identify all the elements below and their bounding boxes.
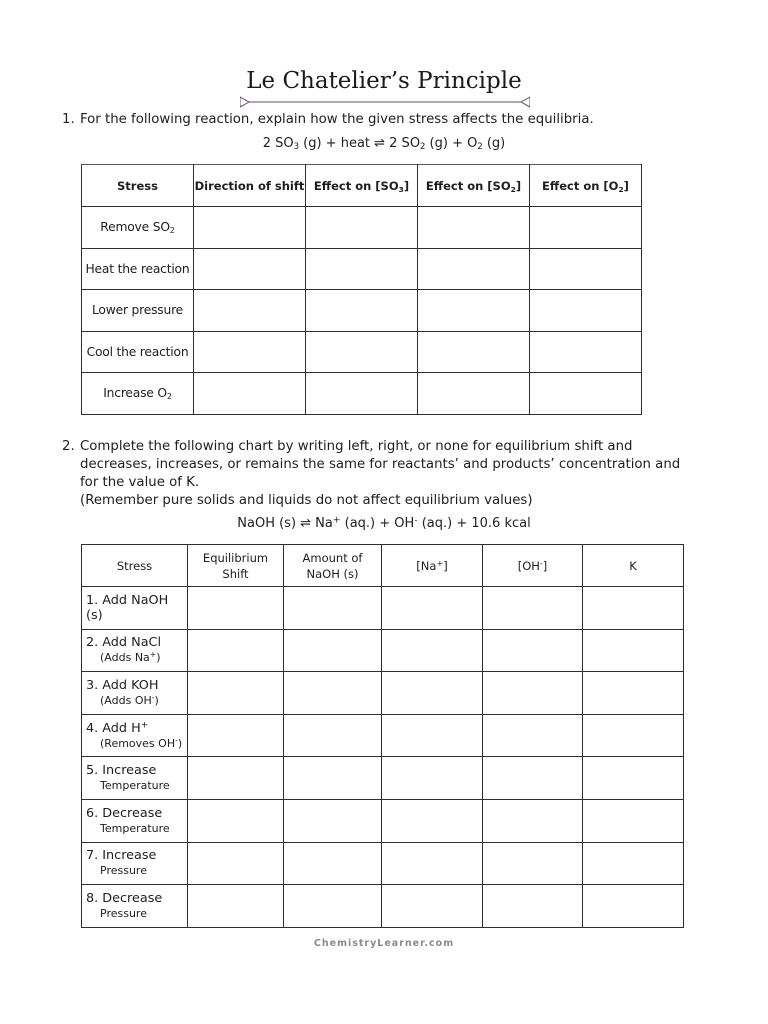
question-1-text: For the following reaction, explain how the given stress affects the equilibria. — [80, 112, 594, 127]
answer-cell[interactable] — [530, 248, 642, 290]
header-oh-concentration: [OH-] — [483, 545, 583, 587]
table-row — [82, 248, 642, 290]
answer-cell[interactable] — [194, 248, 306, 290]
answer-cell[interactable] — [188, 672, 284, 715]
question-2-line-4: (Remember pure solids and liquids do not affect equilibrium values) — [80, 493, 533, 508]
header-direction-of-shift: Direction of shift — [194, 165, 306, 207]
answer-cell[interactable] — [418, 331, 530, 373]
stress-label: Heat the reaction — [82, 248, 194, 290]
question-2-line-2: decreases, increases, or remains the same for reactants’ and products’ concentration and — [80, 457, 681, 472]
table-row — [82, 629, 684, 672]
answer-cell[interactable] — [418, 248, 530, 290]
answer-cell[interactable] — [382, 757, 483, 800]
table-row — [82, 799, 684, 842]
answer-cell[interactable] — [306, 248, 418, 290]
question-1-equation: 2 $SO_3$ (g) + heat ⇌ 2 $SO_2$ $(g) + O_2$ (g) — [262, 136, 506, 152]
stress-label: Cool the reaction — [82, 331, 194, 373]
answer-cell[interactable] — [306, 207, 418, 249]
stress-label: Lower pressure — [82, 290, 194, 332]
answer-cell[interactable] — [583, 757, 684, 800]
table-header-row — [82, 545, 684, 587]
header-effect-so2: Effect on $[SO_2]$ — [418, 165, 530, 207]
answer-cell[interactable] — [284, 629, 382, 672]
answer-cell[interactable] — [306, 290, 418, 332]
title-underline-ornament — [240, 96, 530, 108]
question-2-number: 2. — [62, 439, 75, 454]
answer-cell[interactable] — [382, 672, 483, 715]
answer-cell[interactable] — [382, 629, 483, 672]
stress-label: 5. Increase Temperature — [82, 757, 188, 800]
answer-cell[interactable] — [530, 373, 642, 415]
question-2-equation: NaOH (s) ⇌ Na+ (aq.) + OH- (aq.) + 10.6 kcal — [237, 515, 531, 531]
answer-cell[interactable] — [284, 757, 382, 800]
answer-cell[interactable] — [382, 885, 483, 928]
answer-cell[interactable] — [483, 885, 583, 928]
table-row — [82, 290, 642, 332]
answer-cell[interactable] — [188, 714, 284, 757]
header-effect-o2: Effect on $[O_2]$ — [530, 165, 642, 207]
answer-cell[interactable] — [483, 757, 583, 800]
answer-cell[interactable] — [306, 373, 418, 415]
answer-cell[interactable] — [483, 714, 583, 757]
header-amount-naoh: Amount of NaOH (s) — [284, 545, 382, 587]
answer-cell[interactable] — [194, 373, 306, 415]
footer-site-credit: ChemistryLearner.com — [313, 938, 455, 949]
table-row — [82, 331, 642, 373]
header-stress: Stress — [82, 165, 194, 207]
header-effect-so3: Effect on $[SO_3]$ — [306, 165, 418, 207]
answer-cell[interactable] — [306, 331, 418, 373]
answer-cell[interactable] — [530, 207, 642, 249]
table-row — [82, 842, 684, 885]
answer-cell[interactable] — [418, 290, 530, 332]
question-1-number: 1. — [62, 112, 75, 127]
answer-cell[interactable] — [382, 799, 483, 842]
question-2-line-1: Complete the following chart by writing left, right, or none for equilibrium shift and — [80, 439, 633, 454]
stress-label: Remove $SO_2$ — [82, 207, 194, 249]
question-1 — [62, 111, 594, 129]
table-row — [82, 207, 642, 249]
stress-label: 4. Add H+ (Removes OH-) — [82, 714, 188, 757]
answer-cell[interactable] — [284, 842, 382, 885]
answer-cell[interactable] — [530, 290, 642, 332]
answer-cell[interactable] — [382, 587, 483, 630]
table-row — [82, 714, 684, 757]
question-2-line-3: for the value of K. — [80, 475, 200, 490]
answer-cell[interactable] — [188, 885, 284, 928]
answer-cell[interactable] — [583, 885, 684, 928]
answer-cell[interactable] — [188, 587, 284, 630]
answer-cell[interactable] — [194, 207, 306, 249]
answer-cell[interactable] — [284, 885, 382, 928]
answer-cell[interactable] — [583, 587, 684, 630]
header-equilibrium-shift: Equilibrium Shift — [188, 545, 284, 587]
answer-cell[interactable] — [194, 290, 306, 332]
table-header-row — [82, 165, 642, 207]
header-stress: Stress — [82, 545, 188, 587]
answer-cell[interactable] — [382, 714, 483, 757]
answer-cell[interactable] — [483, 629, 583, 672]
table-row — [82, 757, 684, 800]
stress-label: 3. Add KOH (Adds OH-) — [82, 672, 188, 715]
answer-cell[interactable] — [583, 672, 684, 715]
table-row — [82, 373, 642, 415]
page-title: Le Chatelier’s Principle — [246, 68, 522, 94]
answer-cell[interactable] — [418, 373, 530, 415]
answer-cell[interactable] — [284, 672, 382, 715]
stress-label: 2. Add NaCl (Adds Na+) — [82, 629, 188, 672]
answer-cell[interactable] — [483, 587, 583, 630]
stress-table-2 — [81, 544, 684, 928]
stress-label: Increase $O_2$ — [82, 373, 194, 415]
question-2 — [62, 438, 681, 510]
answer-cell[interactable] — [583, 799, 684, 842]
answer-cell[interactable] — [188, 757, 284, 800]
answer-cell[interactable] — [194, 331, 306, 373]
answer-cell[interactable] — [188, 629, 284, 672]
answer-cell[interactable] — [483, 842, 583, 885]
table-row — [82, 587, 684, 630]
table-row — [82, 885, 684, 928]
answer-cell[interactable] — [583, 714, 684, 757]
answer-cell[interactable] — [530, 331, 642, 373]
answer-cell[interactable] — [583, 629, 684, 672]
answer-cell[interactable] — [483, 672, 583, 715]
stress-table-1 — [81, 164, 642, 415]
stress-label: 8. Decrease Pressure — [82, 885, 188, 928]
stress-label: 6. Decrease Temperature — [82, 799, 188, 842]
table-row — [82, 672, 684, 715]
header-na-concentration: [Na+] — [382, 545, 483, 587]
answer-cell[interactable] — [284, 587, 382, 630]
answer-cell[interactable] — [284, 714, 382, 757]
stress-label: 1. Add NaOH (s) — [82, 587, 188, 630]
answer-cell[interactable] — [382, 842, 483, 885]
header-k: K — [583, 545, 684, 587]
answer-cell[interactable] — [418, 207, 530, 249]
answer-cell[interactable] — [483, 799, 583, 842]
stress-label: 7. Increase Pressure — [82, 842, 188, 885]
answer-cell[interactable] — [188, 799, 284, 842]
answer-cell[interactable] — [188, 842, 284, 885]
answer-cell[interactable] — [284, 799, 382, 842]
answer-cell[interactable] — [583, 842, 684, 885]
